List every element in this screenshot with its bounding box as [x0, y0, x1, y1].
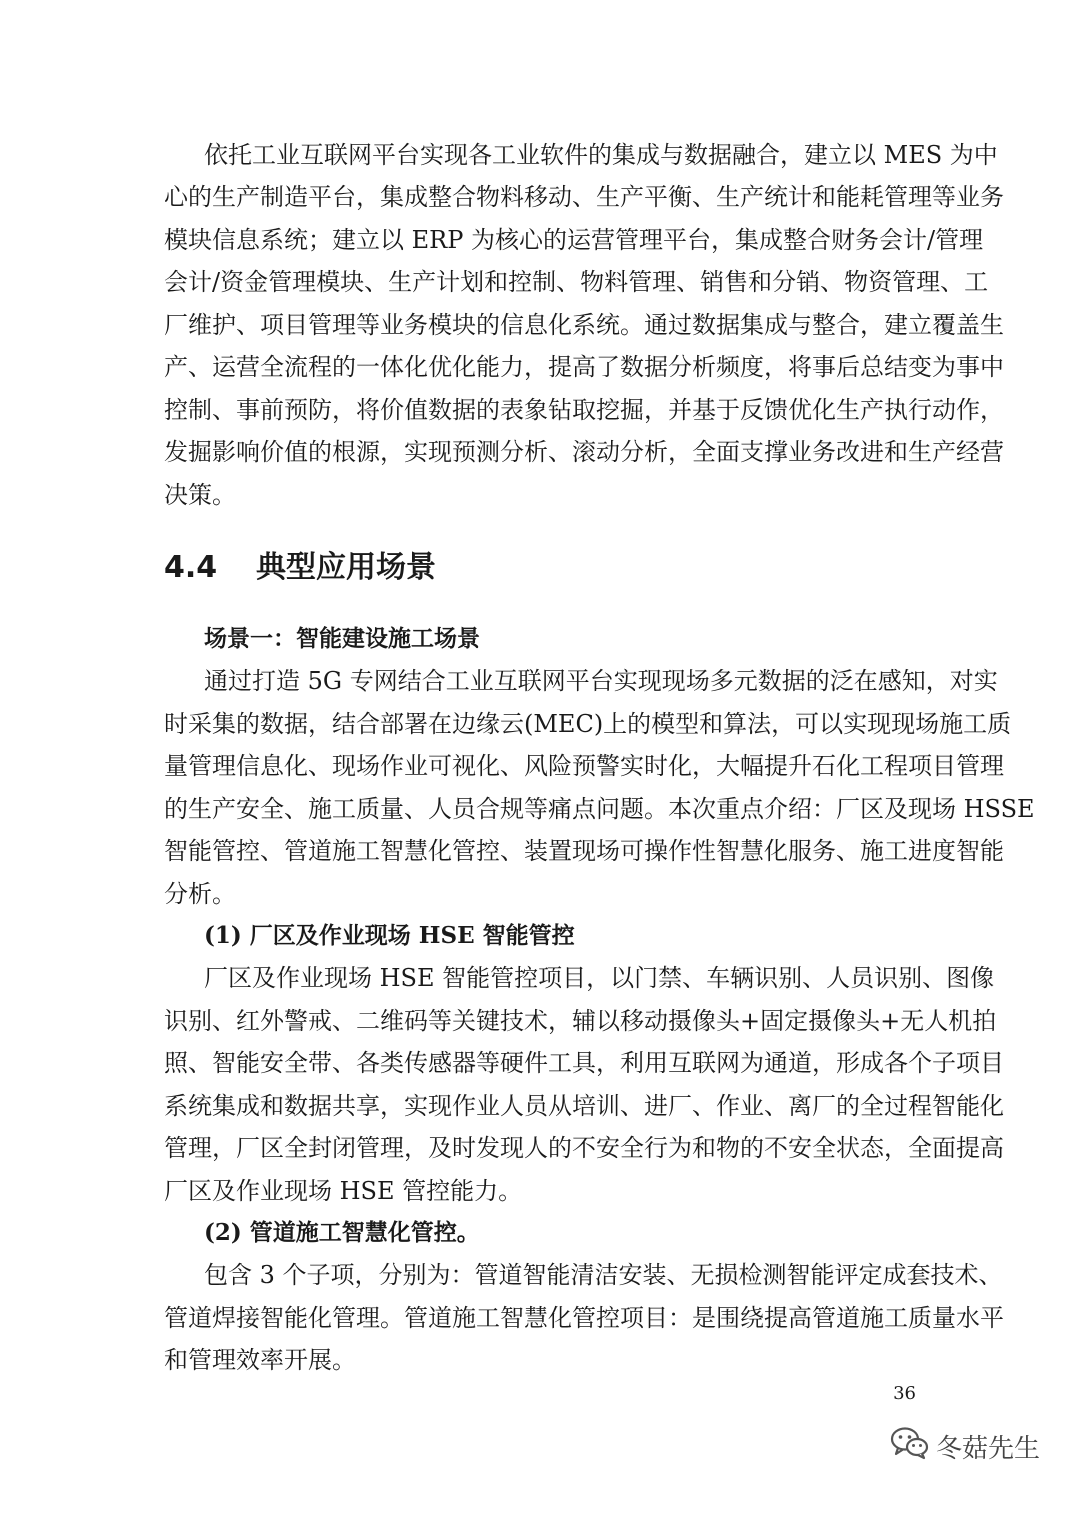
body-text-line: 照、智能安全带、各类传感器等硬件工具，利用互联网为通道，形成各个子项目 [164, 1049, 1004, 1077]
body-text-line: 分析。 [164, 880, 236, 908]
section-heading [164, 548, 436, 588]
body-text-line: 模块信息系统；建立以 ERP 为核心的运营管理平台，集成整合财务会计/管理 [164, 226, 984, 254]
body-text-line: 时采集的数据，结合部署在边缘云(MEC)上的模型和算法，可以实现现场施工质 [164, 710, 1012, 738]
body-text-line: 产、运营全流程的一体化优化能力，提高了数据分析频度，将事后总结变为事中 [164, 353, 1004, 381]
body-text-line: 厂维护、项目管理等业务模块的信息化系统。通过数据集成与整合，建立覆盖生 [164, 311, 1004, 339]
item-title: (1) 厂区及作业现场 HSE 智能管控 [204, 922, 575, 949]
body-text-line: 管理，厂区全封闭管理，及时发现人的不安全行为和物的不安全状态，全面提高 [164, 1134, 1004, 1162]
wechat-icon [890, 1426, 930, 1467]
body-text-line: 依托工业互联网平台实现各工业软件的集成与数据融合，建立以 MES 为中 [204, 141, 998, 169]
scene-title: 场景一：智能建设施工场景 [204, 625, 480, 652]
body-text-line: 的生产安全、施工质量、人员合规等痛点问题。本次重点介绍：厂区及现场 HSSE [164, 795, 1035, 823]
body-text-line: 发掘影响价值的根源，实现预测分析、滚动分析，全面支撑业务改进和生产经营 [164, 438, 1004, 466]
body-text-line: 和管理效率开展。 [164, 1346, 356, 1374]
section-number: 4.4 [164, 550, 218, 585]
body-text-line: 决策。 [164, 481, 236, 509]
body-text-line: 智能管控、管道施工智慧化管控、装置现场可操作性智慧化服务、施工进度智能 [164, 837, 1004, 865]
section-title: 典型应用场景 [256, 550, 436, 585]
watermark-text: 冬菇先生 [935, 1434, 1040, 1464]
body-text-line: 心的生产制造平台，集成整合物料移动、生产平衡、生产统计和能耗管理等业务 [164, 183, 1004, 211]
body-text-line: 厂区及作业现场 HSE 管控能力。 [164, 1177, 523, 1205]
body-text-line: 控制、事前预防，将价值数据的表象钻取挖掘，并基于反馈优化生产执行动作， [164, 396, 1004, 424]
watermark [890, 1426, 1040, 1467]
item-title: (2) 管道施工智慧化管控。 [204, 1219, 480, 1246]
body-text-line: 量管理信息化、现场作业可视化、风险预警实时化，大幅提升石化工程项目管理 [164, 752, 1004, 780]
body-text-line: 管道焊接智能化管理。管道施工智慧化管控项目：是围绕提高管道施工质量水平 [164, 1304, 1004, 1332]
body-text-line: 包含 3 个子项，分别为：管道智能清洁安装、无损检测智能评定成套技术、 [204, 1261, 1003, 1289]
body-text-line: 会计/资金管理模块、生产计划和控制、物料管理、销售和分销、物资管理、工 [164, 268, 989, 296]
body-text-line: 识别、红外警戒、二维码等关键技术，辅以移动摄像头+固定摄像头+无人机拍 [164, 1007, 997, 1035]
page-number: 36 [893, 1383, 916, 1404]
body-text-line: 厂区及作业现场 HSE 智能管控项目，以门禁、车辆识别、人员识别、图像 [204, 964, 995, 992]
body-text-line: 系统集成和数据共享，实现作业人员从培训、进厂、作业、离厂的全过程智能化 [164, 1092, 1004, 1120]
body-text-line: 通过打造 5G 专网结合工业互联网平台实现现场多元数据的泛在感知，对实 [204, 667, 998, 695]
